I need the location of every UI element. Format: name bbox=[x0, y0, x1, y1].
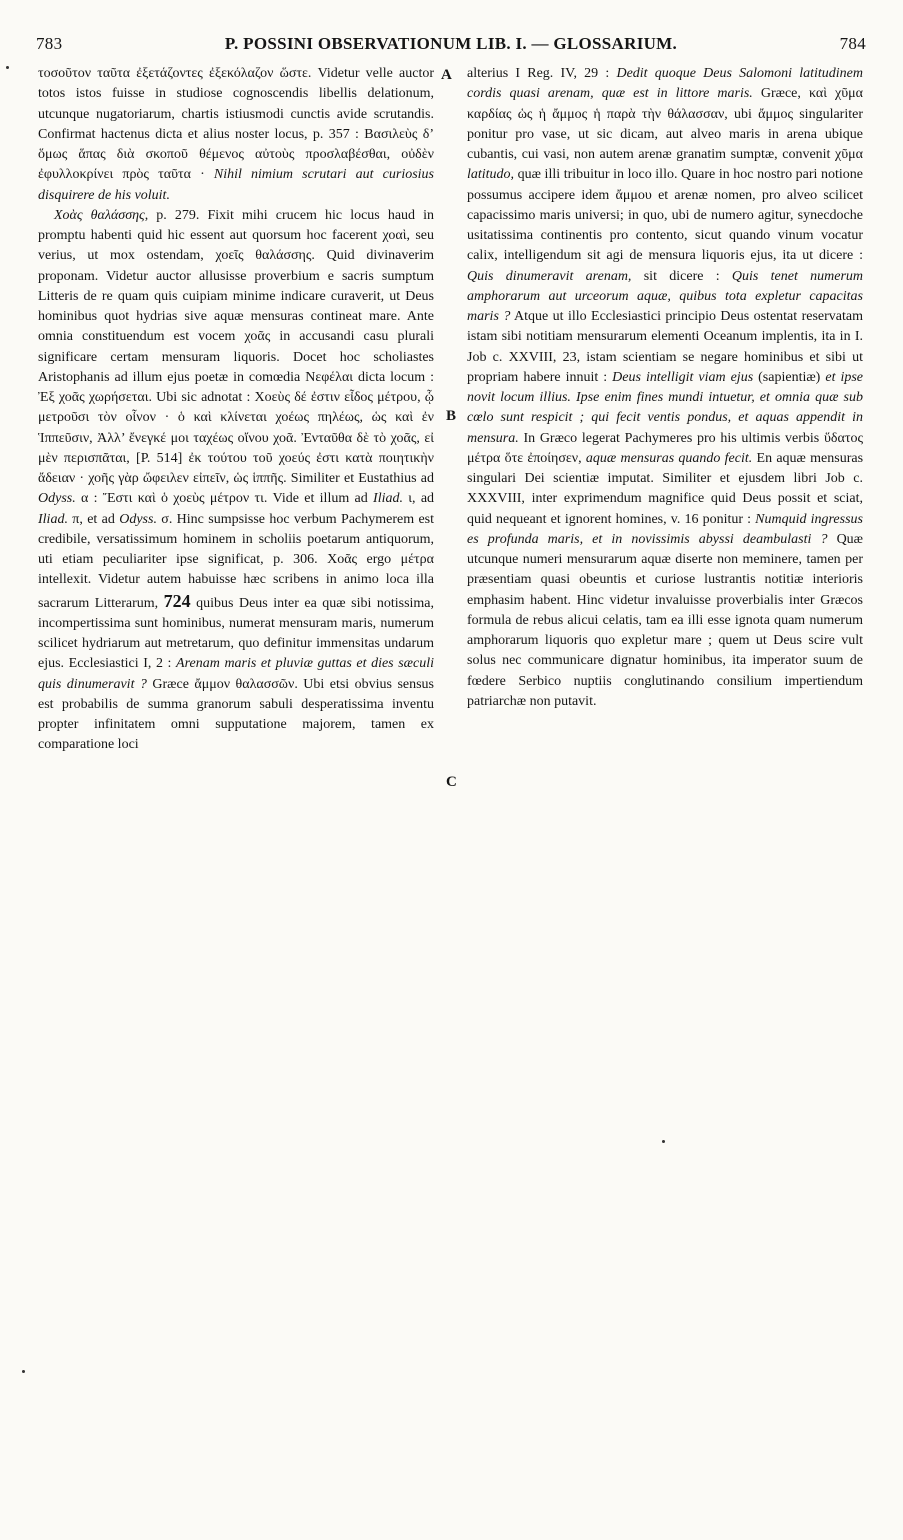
text-run: α : Ἔστι καὶ ὁ χοεὺς μέτρον τι. Vide et illum ad bbox=[81, 491, 368, 507]
italic-text: Odyss. bbox=[38, 491, 76, 507]
text-run: τοσοῦτον ταῦτα ἐξετάζοντες ἐξεκόλαζον ὥστε. Videtur velle auctor totos istos fuisse in studiose cognoscendis libellis delationum, utcunque nugatoriarum, chartis istiusmodi cunctis avide scrutandis. Confirmat hactenus dicta et alius noster locus, p. 357 : Βασιλεὺς δ’ ὅμως ἅπας διὰ σκοποῦ θέμενος αὐτοὺς προσλαβέσθαι, οὐδὲν ἐφυλλοκρίνει πρὸς ταῦτα · bbox=[38, 66, 434, 183]
text-run: π, et ad bbox=[72, 511, 115, 527]
italic-text: Arenam maris et pluviæ guttas et dies sæculi quis dinumeravit ? bbox=[38, 656, 434, 692]
margin-speck bbox=[6, 66, 9, 69]
italic-text: Iliad. bbox=[373, 491, 403, 507]
paragraph bbox=[467, 64, 863, 712]
text-run: En aquæ mensuras singulari Dei scientiæ imputat. Similiter et ejusdem libri Job c. XXXVIII, inter exprimendum magnifice quid Deus possit et sciat, quid nequeant et ignorent homines, v. 16 ponitur : bbox=[467, 450, 864, 527]
italic-text: et ipse novit locum illius. Ipse enim fines mundi intuetur, et omnia quæ sub cœlo sunt respicit ; qui fecit ventis pondus, et aquas appendit in mensura. bbox=[467, 369, 864, 446]
page-number-right: 784 bbox=[839, 34, 866, 53]
italic-text: Dedit quoque Deus Salomoni latitudinem cordis quasi arenam, quæ est in littore maris. bbox=[467, 66, 864, 102]
text-run: sit dicere : bbox=[643, 268, 720, 284]
italic-text: Quis tenet numerum amphorarum aut urceorum aquæ, quibus tota expletur capacitas maris ? bbox=[467, 268, 864, 324]
section-marker-b: B bbox=[446, 408, 457, 424]
italic-text: Quis dinumeravit arenam, bbox=[467, 268, 632, 284]
section-marker-a: A bbox=[441, 67, 452, 83]
italic-text: Odyss. bbox=[119, 511, 157, 527]
text-run: Atque ut illo Ecclesiastici principio Deus ostentat reservatam istam sibi notitiam mensurarum elementi Oceanum implentis, ita in I. Job c. XXVIII, 23, istam scientiam se negare hominibus et sibi ut propriam habere innuit : bbox=[467, 309, 863, 385]
italic-text: Iliad. bbox=[38, 511, 68, 527]
text-run: Græce, καὶ χῦμα καρδίας ὡς ἡ ἄμμος ἡ παρὰ τὴν θάλασσαν, ubi ἄμμος singulariter ponitur pro vase, ut sic dicam, aut alveo maris in arena ubique cubantis, cui vasi, non autem arenæ granatim sumptæ, convenit χῦμα bbox=[467, 86, 864, 162]
page-header bbox=[36, 34, 866, 58]
margin-speck bbox=[22, 1370, 25, 1373]
italic-text: latitudo, bbox=[467, 167, 515, 183]
paragraph bbox=[38, 64, 434, 206]
paragraph bbox=[38, 206, 434, 756]
text-run: quæ illi tribuitur in loco illo. Quare in hoc nostro pari notione possumus accipere idem ἄμμου et arenæ nomen, pro alveo scilicet capacissimo maris universi; in quo, ubi de numero agitur, synecdoche usitatissima continentis pro contento, sicut quando vinum vocatur calix, intelligendum sit agi de mensura liquoris ejus, ita ut dicere : bbox=[467, 167, 863, 264]
margin-speck bbox=[662, 1140, 665, 1143]
section-marker-c: C bbox=[446, 774, 457, 790]
original-page-number: 724 bbox=[163, 590, 191, 611]
italic-text: Deus intelligit viam ejus bbox=[612, 369, 754, 385]
text-run: In Græco legerat Pachymeres pro his ultimis verbis ὕδατος μέτρα ὅτε ἐποίησεν, bbox=[467, 430, 864, 466]
entry-heading: Χοὰς θαλάσσης bbox=[54, 207, 145, 223]
italic-text: aquæ mensuras quando fecit. bbox=[585, 450, 753, 466]
text-run: ι, ad bbox=[408, 491, 435, 507]
left-column bbox=[38, 64, 434, 756]
text-run: , p. 279. Fixit mihi crucem hic locus haud in promptu habenti quid hic essent aut quorsum hoc facerent χοαὶ, seu verius, ut mox ostendam, χοεῖς θαλάσσης. Quid divinaverim proponam. Videtur auctor allusisse proverbium e sacris sumptum Litteris de re quam quis cuipiam minime indicare curaverit, ut Deus hominibus quot hydrias sive aquæ mensuras contineat mare. Ante omnia constituendum est vocem χοᾶς in accusandi casu plurali significare certam mensuram liquoris. Docet hoc scholiastes Aristophanis ad illum ejus poetæ in comœdia Νεφέλαι dicta locum : Ἐξ χοᾶς χωρήσεται. Ubi sic adnotat : Χοεὺς δέ ἐστιν εἶδος μέτρου, ᾧ μετροῦσι τὸν οἶνον · ὁ καὶ κλίνεται χοέως πηλέως, ὡς καὶ ἐν Ἱππεῦσιν, Ἀλλ’ ἔνεγκέ μοι ταχέως οἴνου χοᾶ. Ἐνταῦθα δὲ τὸ χοᾶς, εἰ μὲν περισπᾶται, [P. 514] ἐκ τούτου τοῦ χοεύς ἐστι κατὰ ποιητικὴν ἄδειαν · χοῆς γὰρ ὤφειλεν εἰπεῖν, ὡς ἱππῆς. Similiter et Eustathius ad bbox=[38, 207, 434, 486]
text-run: (sapientiæ) bbox=[758, 369, 821, 385]
running-title: P. POSSINI OBSERVATIONUM LIB. I. — GLOSSARIUM. bbox=[224, 34, 678, 53]
right-column bbox=[467, 64, 863, 712]
text-run: alterius I Reg. IV, 29 : bbox=[467, 66, 610, 81]
text-run: Græce ἄμμον θαλασσῶν. Ubi etsi obvius sensus est probabilis de summa granorum sabuli desperatissima inventu propter infinitatem omni supputatione majorem, tamen ex comparatione loci bbox=[38, 676, 435, 753]
text-run: Quæ utcunque numeri mensurarum aquæ diserte non meminere, tamen per præsentiam quasi obeuntis et curiose lustrantis notitiæ interioris emphasim habent. Hinc videtur invaluisse proverbialis inter Græcos formula de rebus alicui celatis, tam ea illi esse ignota quam numerum amphorarum liquoris quo expletur mare ; quem ut Deus scire vult solus nec communicare dignatur hominibus, ita imperator suum de fœdere Serbico nuptiis conglutinando consilium impertiendum patriarchæ non putavit. bbox=[467, 531, 864, 709]
text-run: σ. Hinc sumpsisse hoc verbum Pachymerem est credibile, versatissimum hominem in scholiis poetarum antiquorum, uti etiam peculiariter ipse significat, p. 306. Χοᾶς ergo μέτρα intellexit. Videtur autem habuisse hæc scribens in animo loca illa sacrarum Litterarum, bbox=[38, 511, 435, 611]
italic-text: Numquid ingressus es profunda maris, et in novissimis abyssi deambulasti ? bbox=[467, 511, 863, 547]
page-number-left: 783 bbox=[36, 34, 63, 53]
text-run: quibus Deus inter ea quæ sibi notissima, incompertissima sunt hominibus, numerat mensuram maris, numerum scilicet hydriarum aut metretarum, quo definitur immensitas undarum ejus. Ecclesiastici I, 2 : bbox=[38, 595, 435, 672]
italic-text: Nihil nimium scrutari aut curiosius disquirere de his voluit. bbox=[38, 167, 435, 203]
